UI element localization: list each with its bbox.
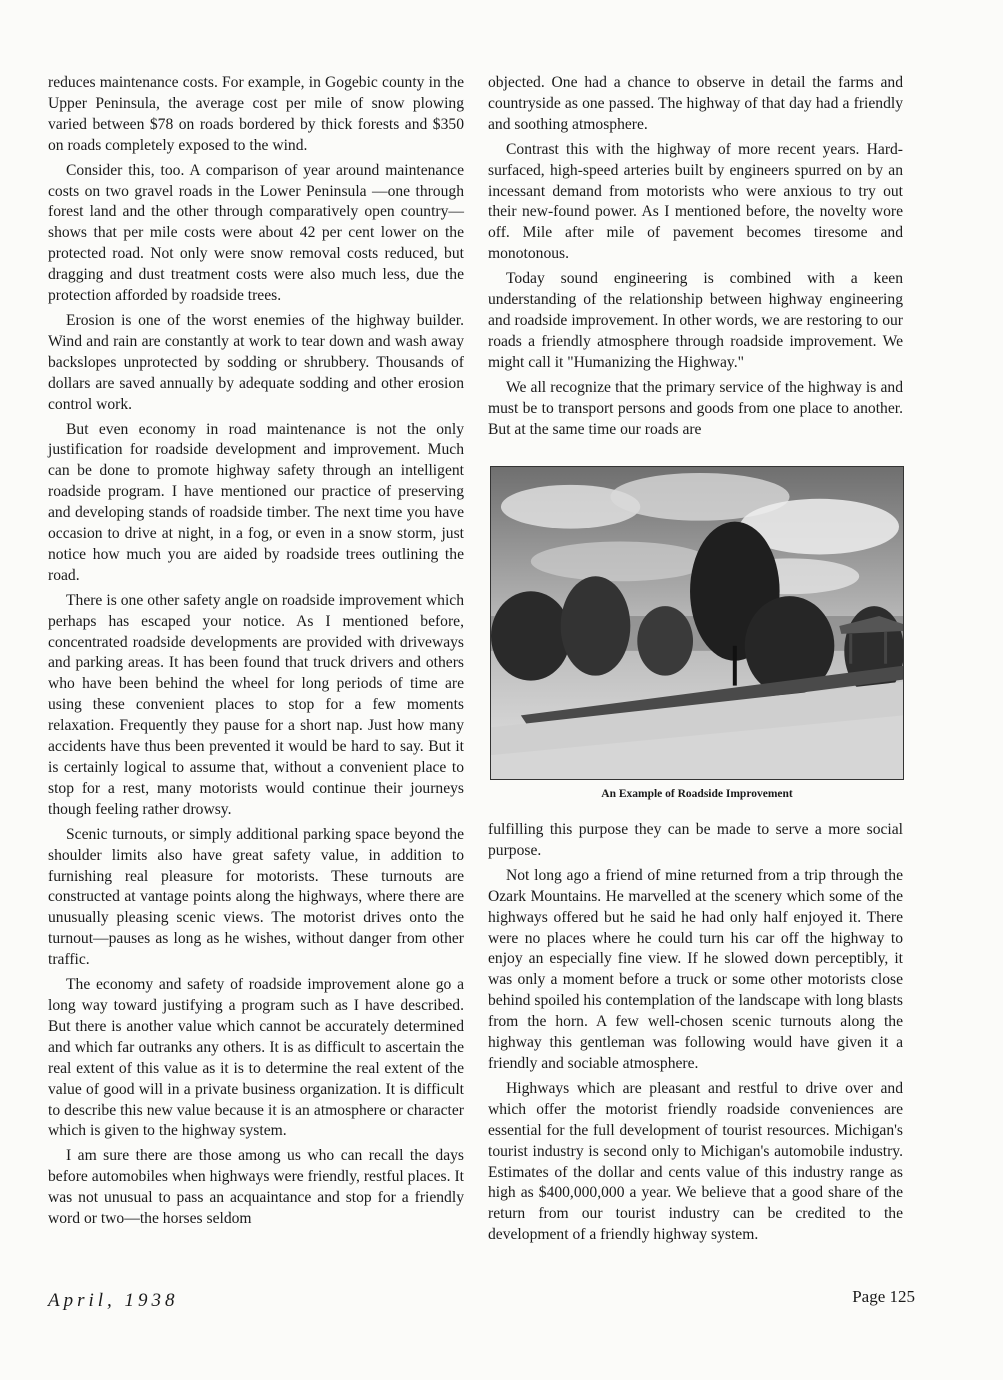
paragraph: I am sure there are those among us who can recall the days before automobiles when highways were friendly, restful places. It was not unusual to pass an acquaintance and stop for a friendly word or two—the horses seldom: [48, 1147, 464, 1228]
paragraph: We all recognize that the primary service of the highway is and must be to transport persons and goods from one place to another. But at the same time our roads are: [488, 378, 903, 438]
photo-caption: An Example of Roadside Improvement: [601, 788, 793, 800]
paragraph: fulfilling this purpose they can be made to serve a more social purpose.: [488, 821, 903, 859]
paragraph: But even economy in road maintenance is not the only justification for roadside development and improvement. Much can be done to promote highway safety through an intelligent roadside program. I have mentioned our practice of preserving and developing stands of roadside timber. The next time you have occasion to drive at night, in a fog, or even in a snow storm, just notice how much you are aided by roadside trees outlining the road.: [48, 420, 464, 584]
right-column-top: [488, 73, 903, 444]
issue-date: April, 1938: [48, 1290, 179, 1311]
right-column-bottom: [488, 820, 903, 1250]
paragraph: Contrast this with the highway of more recent years. Hard-surfaced, high-speed arteries built by engineers spurred on by an incessant demand from motorists who were anxious to try out their new-found power. As I mentioned before, the novelty wore off. Mile after mile of pavement becomes tiresome and monotonous.: [488, 140, 903, 263]
roadside-photo: [490, 466, 904, 780]
paragraph: Scenic turnouts, or simply additional parking space beyond the shoulder limits also have great safety value, in addition to furnishing real pleasure for motorists. These turnouts are constructed at vantage points along the highways, where there are unusually pleasing scenic views. The motorist drives onto the turnout—pauses as long as he wishes, without danger from other traffic.: [48, 825, 464, 969]
paragraph: Erosion is one of the worst enemies of the highway builder. Wind and rain are constantly at work to tear down and wash away backslopes unprotected by sodding or shrubbery. Thousands of dollars are saved annually by adequate sodding and other erosion control work.: [48, 311, 464, 413]
paragraph: Not long ago a friend of mine returned from a trip through the Ozark Mountains. He marvelled at the scenery which some of the highways offered but he said he had only half enjoyed it. There were no places where he could turn his car off the highway to enjoy an especially fine view. If he slowed down perceptibly, it was only a moment before a truck or some other motorists close behind spoiled his contemplation of the landscape with long blasts from the horn. A few well-chosen scenic turnouts along the highway this gentleman was following would have given it a friendly and sociable atmosphere.: [488, 866, 903, 1072]
paragraph: reduces maintenance costs. For example, in Gogebic county in the Upper Peninsula, the average cost per mile of snow plowing varied between $78 on roads bordered by thick forests and $350 on roads completely exposed to the wind.: [48, 74, 464, 154]
left-column: [48, 73, 464, 1234]
paragraph: Highways which are pleasant and restful to drive over and which offer the motorist friendly roadside conveniences are essential for the full development of tourist resources. Michigan's tourist industry is second only to Michigan's automobile industry. Estimates of the dollar and cents value of this industry range as high as $400,000,000 a year. We believe that a good share of the return from our tourist industry can be credited to the development of a friendly highway system.: [488, 1079, 903, 1244]
paragraph: There is one other safety angle on roadside improvement which perhaps has escaped your notice. As I mentioned before, concentrated roadside developments are provided with driveways and parking areas. It has been found that truck drivers and others who have been behind the wheel for long periods of time are using these convenient places to stop for a few moments relaxation. Frequently they pause for a short nap. Just how many accidents have thus been prevented it would be hard to say. But it is certainly logical to assume that, without a convenient place to stop for a rest, many motorists would continue their journeys though feeling rather drowsy.: [48, 591, 464, 818]
roadside-photo-figure: [490, 466, 904, 800]
page-number: Page 125: [852, 1287, 915, 1306]
paragraph: objected. One had a chance to observe in detail the farms and countryside as one passed. The highway of that day had a friendly and soothing atmosphere.: [488, 74, 903, 133]
paragraph: The economy and safety of roadside improvement alone go a long way toward justifying a program such as I have described. But there is another value which cannot be accurately determined and which far outranks any others. It is as difficult to ascertain the real extent of this value as it is to determine the real extent of the value of good will in a private business organization. It is difficult to describe this new value because it is an atmosphere or character which is given to the highway system.: [48, 976, 464, 1140]
paragraph: Consider this, too. A comparison of year around maintenance costs on two gravel roads in the Lower Peninsula —one through forest land and the other through comparatively open country—shows that per mile costs were about 42 per cent lower on the protected road. Not only were snow removal costs reduced, but dragging and dust treatment costs were also much less, due the protection afforded by roadside trees.: [48, 161, 464, 305]
paragraph: Today sound engineering is combined with a keen understanding of the relationship between highway engineering and roadside improvement. In other words, we are restoring to our roads a friendly atmosphere through roadside improvement. We might call it "Humanizing the Highway.": [488, 270, 903, 371]
